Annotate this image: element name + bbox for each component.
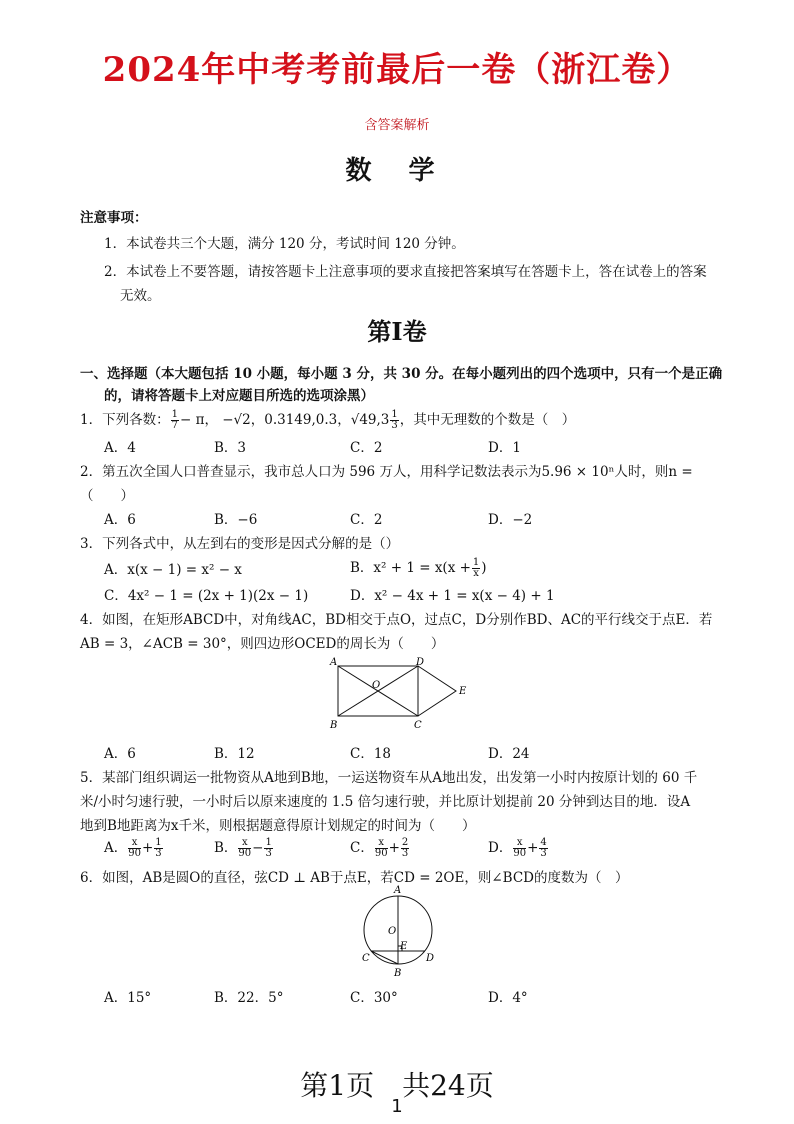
label-d: D <box>416 657 425 668</box>
q1-frac1: $\frac{1}{7}$ <box>171 409 178 431</box>
q6-stem: 6．如图，AB是圆O的直径，弦CD ⊥ AB于点E，若CD = 2OE，则∠BCD的度数为（ ） <box>80 870 629 886</box>
label-o: O <box>388 926 397 937</box>
exam-subtitle: 含答案解析 <box>364 118 430 133</box>
label-o: O <box>372 680 381 691</box>
section-title: 第I卷 <box>367 317 427 346</box>
q3-option-b: B．x² + 1 = x(x + $\frac{1}{x}$ ) <box>350 557 487 579</box>
q2-option-a: A．6 <box>104 512 136 528</box>
q5-stem-line1: 5．某部门组织调运一批物资从A地到B地，一运送物资车从A地出发，出发第一小时内按原计划的 60 千 <box>80 770 698 786</box>
q5-option-b: B． $\frac{x}{90}$ − $\frac{1}{3}$ <box>214 837 272 859</box>
q3-option-d: D．x² − 4x + 1 = x(x − 4) + 1 <box>350 588 555 604</box>
label-e: E <box>400 941 408 952</box>
subject-title: 数 学 <box>345 156 449 186</box>
label-a: A <box>330 657 338 668</box>
label-b: B <box>330 720 338 731</box>
q3-option-c: C．4x² − 1 = (2x + 1)(2x − 1) <box>104 588 309 604</box>
q2-stem-line2: （ ） <box>80 488 134 504</box>
q5-option-a: A． $\frac{x}{90}$ + $\frac{1}{3}$ <box>104 837 162 859</box>
q3-stem: 3．下列各式中，从左到右的变形是因式分解的是（） <box>80 536 400 552</box>
q1-stem <box>80 408 575 431</box>
triangle-edges-de-ce <box>418 666 456 716</box>
q5-option-c: C． $\frac{x}{90}$ + $\frac{2}{3}$ <box>350 837 409 859</box>
q1-frac2: $\frac{1}{3}$ <box>391 409 398 431</box>
part1-instructions-line1: 一、选择题（本大题包括 10 小题，每小题 3 分，共 30 分。在每小题列出的四个选项中，只有一个是正确 <box>80 366 723 382</box>
q6-option-d: D．4° <box>488 990 528 1006</box>
q4-option-b: B．12 <box>214 746 255 762</box>
label-c: C <box>362 953 370 964</box>
q5-option-d: D． $\frac{x}{90}$ + $\frac{4}{3}$ <box>488 837 547 859</box>
q4-rectangle-figure <box>326 656 476 732</box>
q1-stem-a: 1．下列各数： <box>80 412 170 428</box>
q1-option-c: C．2 <box>350 440 383 456</box>
q4-option-a: A．6 <box>104 746 136 762</box>
q6-option-c: C．30° <box>350 990 398 1006</box>
label-d: D <box>426 953 435 964</box>
q4-option-d: D．24 <box>488 746 530 762</box>
notes-heading: 注意事项： <box>80 210 148 226</box>
segment-cb <box>371 951 398 964</box>
q2-option-c: C．2 <box>350 512 383 528</box>
label-a: A <box>394 885 402 896</box>
q6-option-b: B．22．5° <box>214 990 284 1006</box>
q3-option-a: A．x(x − 1) = x² − x <box>104 562 242 578</box>
q2-option-d: D．−2 <box>488 512 533 528</box>
label-b: B <box>394 968 402 979</box>
q4-option-c: C．18 <box>350 746 392 762</box>
page-number: 1 <box>391 1096 403 1117</box>
notes-item-1: 1．本试卷共三个大题，满分 120 分，考试时间 120 分钟。 <box>104 236 465 252</box>
q1-option-d: D．1 <box>488 440 521 456</box>
q2-option-b: B．−6 <box>214 512 258 528</box>
notes-item-2-line2: 无效。 <box>120 288 161 304</box>
notes-item-2-line1: 2．本试卷上不要答题，请按答题卡上注意事项的要求直接把答案填写在答题卡上，答在试卷上的答案 <box>104 264 707 280</box>
q4-stem-line1: 4．如图，在矩形ABCD中，对角线AC，BD相交于点O，过点C，D分别作BD、AC的平行线交于点E．若 <box>80 612 713 628</box>
q1-option-a: A．4 <box>104 440 136 456</box>
q4-stem-line2: AB = 3，∠ACB = 30°，则四边形OCED的周长为（ ） <box>80 636 445 652</box>
exam-title: 2024年中考考前最后一卷（浙江卷） <box>102 50 692 90</box>
label-c: C <box>414 720 422 731</box>
q6-circle-figure <box>356 884 440 980</box>
q2-stem-line1: 2．第五次全国人口普查显示，我市总人口为 596 万人，用科学记数法表示为5.96 × 10ⁿ人时，则n = <box>80 464 693 480</box>
label-e: E <box>459 686 467 697</box>
part1-instructions-line2: 的，请将答题卡上对应题目所选的选项涂黑） <box>104 388 374 404</box>
q1-option-b: B．3 <box>214 440 247 456</box>
page-footer: 第1页 共24页 <box>300 1069 494 1102</box>
q6-option-a: A．15° <box>104 990 152 1006</box>
q1-stem-b: − π， −√2，0.3149,0.3，√49,3 <box>179 412 390 428</box>
q1-stem-c: ，其中无理数的个数是（ ） <box>399 412 576 428</box>
q5-stem-line3: 地到B地距离为x千米，则根据题意得原计划规定的时间为（ ） <box>80 818 476 834</box>
q5-stem-line2: 米/小时匀速行驶，一小时后以原来速度的 1.5 倍匀速行驶，并比原计划提前 20 分钟到达目的地．设A <box>80 794 691 810</box>
